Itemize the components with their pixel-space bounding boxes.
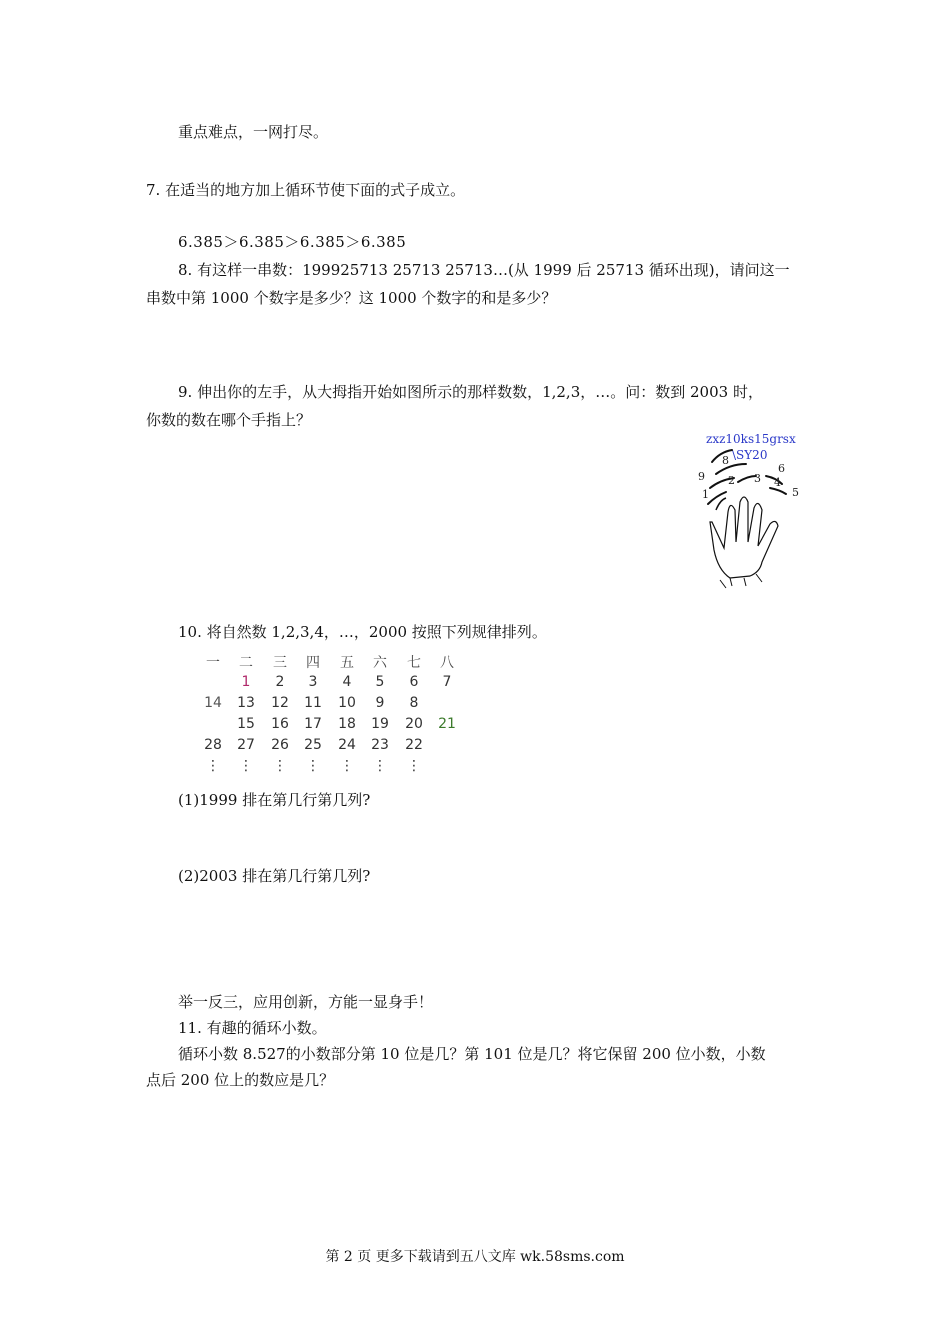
page-footer: 第 2 页 更多下载请到五八文库 wk.58sms.com xyxy=(325,1249,625,1265)
finger-label-4: 4 xyxy=(774,476,781,489)
table-cell: ⋮ xyxy=(206,758,220,774)
question-8-line-1: 8. 有这样一串数：199925713 25713 25713…(从 1999 后 25713 循环出现)，请问这一 xyxy=(178,261,790,279)
question-10-sub-2: (2)2003 排在第几行第几列? xyxy=(178,867,371,885)
figure-watermark-2: \SY20 xyxy=(732,448,768,462)
table-cell: ⋮ xyxy=(306,758,320,774)
table-cell: 20 xyxy=(405,716,423,732)
question-9-line-1: 9. 伸出你的左手，从大拇指开始如图所示的那样数数，1,2,3，…。问：数到 2003 时， xyxy=(178,383,763,401)
table-cell: 1 xyxy=(241,674,251,690)
table-cell: 2 xyxy=(275,674,285,690)
question-11-title: 11. 有趣的循环小数。 xyxy=(178,1019,327,1037)
question-7: 7. 在适当的地方加上循环节使下面的式子成立。 xyxy=(146,181,466,199)
table-header: 五 xyxy=(340,655,354,671)
table-cell: 16 xyxy=(271,716,289,732)
table-cell: 23 xyxy=(371,737,389,753)
table-cell: 9 xyxy=(375,695,385,711)
table-cell: 15 xyxy=(237,716,255,732)
table-cell: 4 xyxy=(342,674,352,690)
section-heading-apply: 举一反三，应用创新，方能一显身手！ xyxy=(178,993,434,1011)
table-cell: 7 xyxy=(442,674,452,690)
table-cell: 17 xyxy=(304,716,322,732)
question-10-sub-1: (1)1999 排在第几行第几列? xyxy=(178,791,371,809)
table-cell: 12 xyxy=(271,695,289,711)
finger-label-9: 9 xyxy=(698,470,705,483)
table-cell: ⋮ xyxy=(407,758,421,774)
finger-label-8: 8 xyxy=(722,454,729,467)
question-11-line-2: 点后 200 位上的数应是几？ xyxy=(146,1071,335,1089)
table-cell: 14 xyxy=(204,695,222,711)
table-cell: 18 xyxy=(338,716,356,732)
table-cell: 27 xyxy=(237,737,255,753)
table-header: 三 xyxy=(273,655,287,671)
table-cell: 24 xyxy=(338,737,356,753)
table-header: 二 xyxy=(239,655,253,671)
table-header: 一 xyxy=(206,655,220,671)
table-cell: ⋮ xyxy=(373,758,387,774)
table-cell: 3 xyxy=(308,674,318,690)
table-header: 六 xyxy=(373,655,387,671)
table-cell: 19 xyxy=(371,716,389,732)
question-11-line-1: 循环小数 8.527的小数部分第 10 位是几？第 101 位是几？将它保留 200 位小数，小数 xyxy=(178,1045,766,1063)
finger-label-3: 3 xyxy=(754,472,761,485)
table-header: 四 xyxy=(306,655,320,671)
table-cell: 11 xyxy=(304,695,322,711)
section-heading-key-points: 重点难点，一网打尽。 xyxy=(178,123,329,141)
number-table xyxy=(198,652,468,782)
figure-watermark-1: zxz10ks15grsx xyxy=(706,432,796,446)
hand-drawing xyxy=(690,430,820,590)
question-10: 10. 将自然数 1,2,3,4，…，2000 按照下列规律排列。 xyxy=(178,623,547,641)
table-cell: 13 xyxy=(237,695,255,711)
table-cell: ⋮ xyxy=(340,758,354,774)
table-cell: 21 xyxy=(438,716,456,732)
table-cell: 28 xyxy=(204,737,222,753)
finger-label-5: 5 xyxy=(792,486,799,499)
finger-label-6: 6 xyxy=(778,462,785,475)
hand-figure xyxy=(690,430,820,590)
table-cell: ⋮ xyxy=(273,758,287,774)
table-header: 七 xyxy=(407,655,421,671)
table-header: 八 xyxy=(440,655,454,671)
question-8-line-2: 串数中第 1000 个数字是多少？这 1000 个数字的和是多少？ xyxy=(146,289,557,307)
question-7-expression: 6.385＞6.385＞6.385＞6.385 xyxy=(178,233,407,251)
table-cell: 26 xyxy=(271,737,289,753)
table-cell: 6 xyxy=(409,674,419,690)
finger-label-2: 2 xyxy=(728,474,735,487)
table-cell: ⋮ xyxy=(239,758,253,774)
table-cell: 10 xyxy=(338,695,356,711)
question-9-line-2: 你数的数在哪个手指上？ xyxy=(146,411,312,429)
finger-label-1: 1 xyxy=(702,488,709,501)
table-cell: 22 xyxy=(405,737,423,753)
table-cell: 8 xyxy=(409,695,419,711)
table-cell: 25 xyxy=(304,737,322,753)
table-cell: 5 xyxy=(375,674,385,690)
